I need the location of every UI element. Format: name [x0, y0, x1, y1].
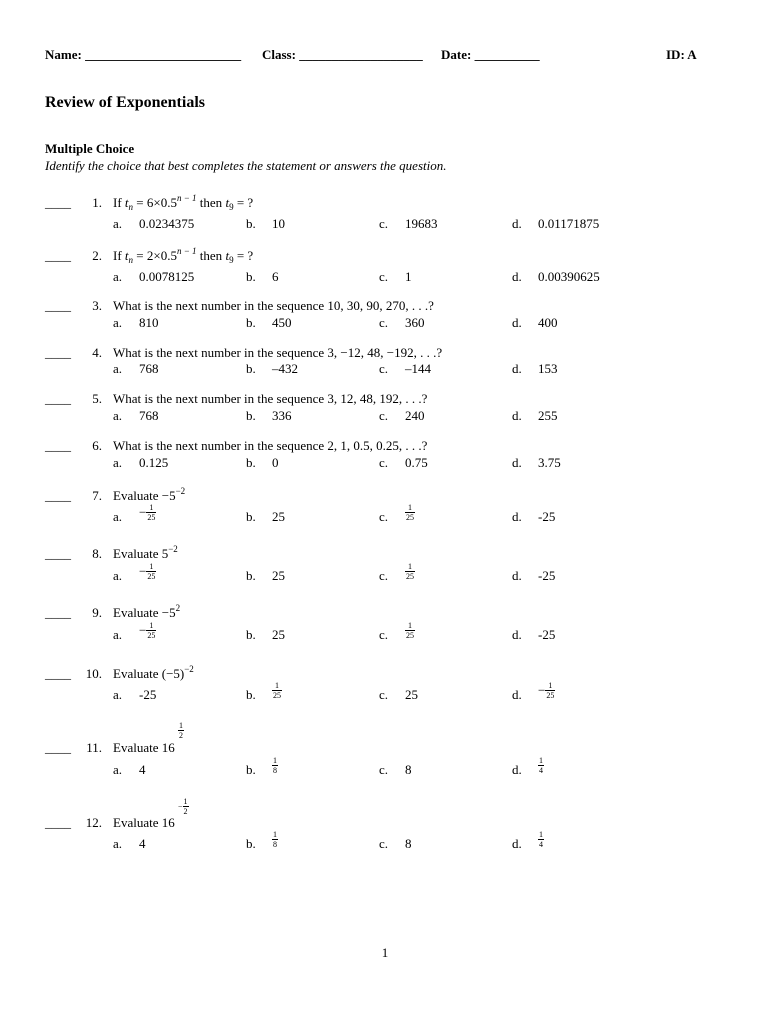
class-field-label: Class: ___________________	[262, 47, 423, 62]
choice-a-letter: a.	[113, 762, 123, 777]
choice-a: 0.125	[139, 455, 169, 470]
answer-blank[interactable]: ____	[45, 666, 71, 681]
question-number: 12.	[85, 815, 102, 830]
choice-a: − $\frac{1}{25}$	[139, 621, 156, 640]
choice-a: 0.0078125	[139, 269, 195, 284]
question-number: 7.	[92, 488, 102, 503]
choice-a: 768	[139, 361, 159, 376]
exponent-fraction: − $\frac{1}{2}$	[178, 797, 188, 816]
choice-d	[538, 830, 544, 849]
choice-c-letter: c.	[379, 687, 389, 702]
question-number: 6.	[92, 438, 102, 453]
choice-c-letter: c.	[379, 509, 389, 524]
choice-c: 0.75	[405, 455, 428, 470]
choice-b-letter: b.	[246, 762, 256, 777]
choice-a-letter: a.	[113, 687, 123, 702]
fraction: $\frac{1}{8}$	[273, 830, 277, 849]
choice-d: -25	[538, 568, 556, 583]
choice-a-letter: a.	[113, 627, 123, 642]
choice-b: 25	[272, 568, 285, 583]
date-field-label: Date: __________	[441, 47, 540, 62]
choice-a-letter: a.	[113, 836, 123, 851]
choice-c-letter: c.	[379, 762, 389, 777]
choice-c-letter: c.	[379, 216, 389, 231]
choice-b-letter: b.	[246, 568, 256, 583]
exponent-fraction: 1 2	[179, 721, 183, 740]
id-label: ID: A	[666, 47, 697, 62]
question-stem: If $t_n = 6\times 0.5^{n - 1}$ then $t_9$ = ?	[113, 193, 254, 212]
choice-d-letter: d.	[512, 315, 522, 330]
answer-blank[interactable]: ____	[45, 605, 71, 620]
choice-b: 25	[272, 627, 285, 642]
page-number: 1	[381, 945, 389, 960]
choice-d-letter: d.	[512, 836, 522, 851]
answer-blank[interactable]: ____	[45, 195, 71, 210]
choice-a: − $\frac{1}{25}$	[139, 503, 156, 522]
choice-c: 1	[405, 269, 412, 284]
question-number: 3.	[92, 298, 102, 313]
choice-d-letter: d.	[512, 762, 522, 777]
question-number: 8.	[92, 546, 102, 561]
choice-d-letter: d.	[512, 269, 522, 284]
fraction: $\frac{1}{25}$	[406, 562, 414, 581]
answer-blank[interactable]: ____	[45, 815, 71, 830]
choice-a: 4	[139, 762, 146, 777]
choice-a: 768	[139, 408, 159, 423]
choice-c-letter: c.	[379, 408, 389, 423]
choice-a-letter: a.	[113, 315, 123, 330]
fraction: $\frac{1}{4}$	[539, 756, 543, 775]
question-stem: Evaluate 16	[113, 815, 175, 830]
choice-c: 8	[405, 836, 412, 851]
choice-d-letter: d.	[512, 216, 522, 231]
question-stem: What is the next number in the sequence 3, −12, 48, −192, . . .?	[113, 345, 443, 360]
answer-blank[interactable]: ____	[45, 546, 71, 561]
choice-a: 0.0234375	[139, 216, 195, 231]
answer-blank[interactable]: ____	[45, 298, 71, 313]
question-number: 4.	[92, 345, 102, 360]
choice-c	[405, 562, 415, 581]
choice-b-letter: b.	[246, 687, 256, 702]
fraction: $\frac{1}{25}$	[546, 681, 555, 700]
choice-a-letter: a.	[113, 361, 123, 376]
fraction: $\frac{1}{25}$	[273, 681, 281, 700]
question-number: 2.	[92, 248, 102, 263]
answer-blank[interactable]: ____	[45, 438, 71, 453]
choice-c	[405, 503, 415, 522]
choice-a: -25	[139, 687, 157, 702]
choice-b-letter: b.	[246, 408, 256, 423]
choice-d-letter: d.	[512, 408, 522, 423]
section-heading: Multiple Choice	[45, 141, 135, 156]
choice-a-letter: a.	[113, 408, 123, 423]
choice-c-letter: c.	[379, 627, 389, 642]
choice-d-letter: d.	[512, 687, 522, 702]
choice-c-letter: c.	[379, 361, 389, 376]
answer-blank[interactable]: ____	[45, 248, 71, 263]
question-number: 9.	[92, 605, 102, 620]
choice-c-letter: c.	[379, 315, 389, 330]
choice-b: –432	[272, 361, 298, 376]
choice-b	[272, 830, 278, 849]
choice-b-letter: b.	[246, 455, 256, 470]
choice-a-letter: a.	[113, 568, 123, 583]
answer-blank[interactable]: ____	[45, 391, 71, 406]
question-number: 10.	[85, 666, 102, 681]
question-stem: Evaluate 16	[113, 740, 175, 755]
fraction: $\frac{1}{25}$	[147, 562, 156, 581]
choice-b-letter: b.	[246, 216, 256, 231]
choice-c-letter: c.	[379, 269, 389, 284]
question-stem: Evaluate $5^{-2}$	[113, 544, 178, 561]
choice-d: -25	[538, 509, 556, 524]
choice-c-letter: c.	[379, 568, 389, 583]
fraction: $\frac{1}{8}$	[273, 756, 277, 775]
choice-d: 0.01171875	[538, 216, 600, 231]
choice-a-letter: a.	[113, 509, 123, 524]
question-stem: What is the next number in the sequence 2, 1, 0.5, 0.25, . . .?	[113, 438, 428, 453]
fraction: $\frac{1}{4}$	[539, 830, 543, 849]
choice-b: 450	[272, 315, 292, 330]
question-stem: What is the next number in the sequence 3, 12, 48, 192, . . .?	[113, 391, 428, 406]
choice-c: 25	[405, 687, 418, 702]
fraction: $\frac{1}{25}$	[406, 621, 414, 640]
choice-d: 0.00390625	[538, 269, 600, 284]
choice-c: 8	[405, 762, 412, 777]
choice-c-letter: c.	[379, 455, 389, 470]
choice-b: 10	[272, 216, 285, 231]
choice-c: –144	[405, 361, 431, 376]
choice-d: -25	[538, 627, 556, 642]
choice-a: 4	[139, 836, 146, 851]
choice-d-letter: d.	[512, 568, 522, 583]
fraction: $\frac{1}{25}$	[147, 621, 156, 640]
choice-b-letter: b.	[246, 361, 256, 376]
choice-c-letter: c.	[379, 836, 389, 851]
fraction: $\frac{1}{25}$	[147, 503, 156, 522]
choice-c: 360	[405, 315, 425, 330]
choice-b: 6	[272, 269, 279, 284]
answer-blank[interactable]: ____	[45, 740, 71, 755]
choice-d: 255	[538, 408, 558, 423]
choice-b: 336	[272, 408, 292, 423]
choice-d: 3.75	[538, 455, 561, 470]
instructions: Identify the choice that best completes the statement or answers the question.	[45, 158, 447, 173]
choice-b: 25	[272, 509, 285, 524]
question-number: 5.	[92, 391, 102, 406]
choice-b-letter: b.	[246, 627, 256, 642]
question-stem: What is the next number in the sequence 10, 30, 90, 270, . . .?	[113, 298, 434, 313]
choice-a: − $\frac{1}{25}$	[139, 562, 156, 581]
choice-d: 400	[538, 315, 558, 330]
choice-b: 0	[272, 455, 279, 470]
choice-c: 19683	[405, 216, 438, 231]
choice-a-letter: a.	[113, 216, 123, 231]
choice-b-letter: b.	[246, 509, 256, 524]
question-number: 11.	[86, 740, 102, 755]
fraction: $\frac{1}{25}$	[406, 503, 414, 522]
choice-b-letter: b.	[246, 315, 256, 330]
name-field-label: Name: ________________________	[45, 47, 242, 62]
choice-d-letter: d.	[512, 361, 522, 376]
page-title: Review of Exponentials	[45, 94, 205, 111]
choice-b	[272, 681, 282, 700]
choice-a-letter: a.	[113, 269, 123, 284]
choice-d: − $\frac{1}{25}$	[538, 681, 555, 700]
choice-b-letter: b.	[246, 836, 256, 851]
choice-b	[272, 756, 278, 775]
answer-blank[interactable]: ____	[45, 488, 71, 503]
question-number: 1.	[92, 195, 102, 210]
choice-d: 153	[538, 361, 558, 376]
answer-blank[interactable]: ____	[45, 345, 71, 360]
choice-c: 240	[405, 408, 425, 423]
question-stem: Evaluate $-5^{-2}$	[113, 486, 186, 503]
choice-d-letter: d.	[512, 627, 522, 642]
choice-a: 810	[139, 315, 159, 330]
choice-d-letter: d.	[512, 455, 522, 470]
choice-d-letter: d.	[512, 509, 522, 524]
choice-b-letter: b.	[246, 269, 256, 284]
choice-d	[538, 756, 544, 775]
question-stem: If $t_n = 2\times 0.5^{n - 1}$ then $t_9$ = ?	[113, 246, 254, 265]
question-stem: Evaluate $(-5)^{-2}$	[113, 664, 194, 681]
question-stem: Evaluate $-5^2$	[113, 603, 181, 620]
choice-a-letter: a.	[113, 455, 123, 470]
choice-c	[405, 621, 415, 640]
